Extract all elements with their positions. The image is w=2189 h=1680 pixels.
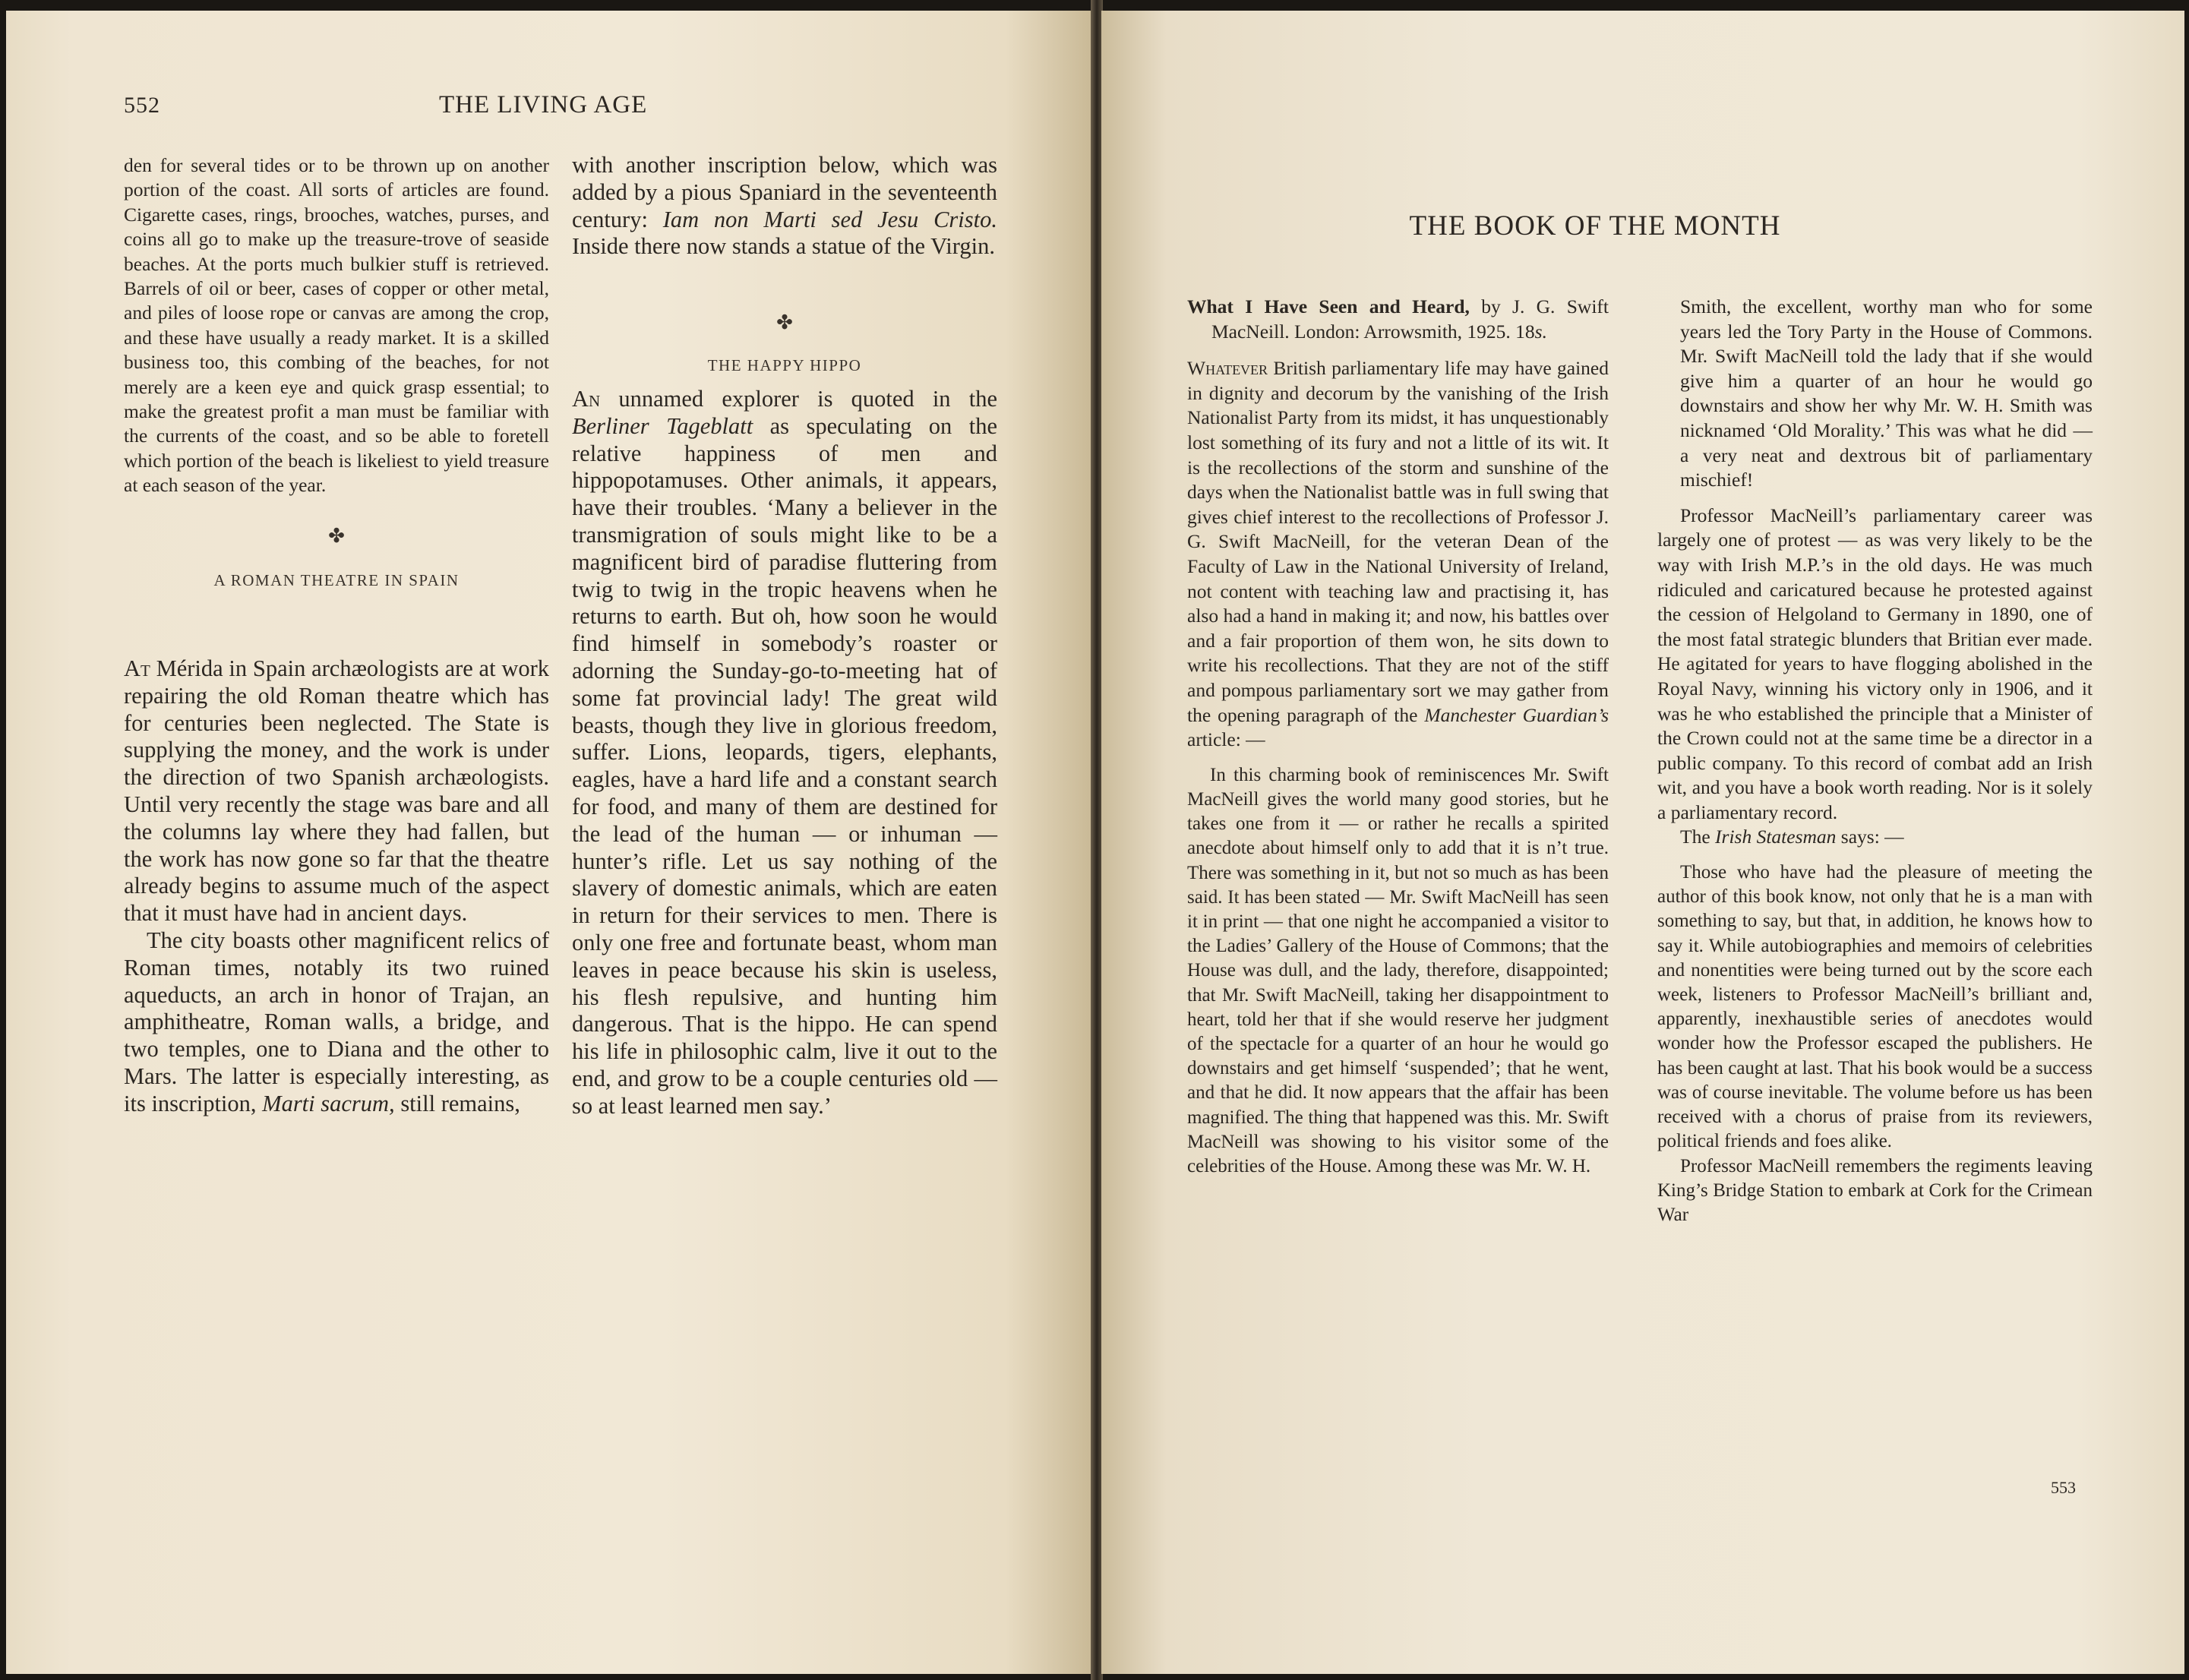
paragraph-whatever: Whatever British parliamentary life may have gained in dignity and decorum by the vanishing of the Irish Nationalist Party from its midst, it has unquestionably lost something of its fury and not a little of its wit. It is the recollections of the storm and sunshine of the days when the Nationalist battle was in full swing that gives chief interest to the recollections of Professor J. G. Swift MacNeill, for the veteran Dean of the Faculty of Law in the National University of Ireland, not content with teaching law and practising it, has also had a hand in making it; and now, his battles over and a fair proportion of them won, he sits down to write his recollections. That they are not of the stiff and pompous parliamentary sort we may gather from the opening paragraph of the Manchester Guardian’s article: — [1187, 357, 1609, 751]
quote-continued-smith: Smith, the excellent, worthy man who for some years led the Tory Party in the House of Commons. Mr. Swift MacNeill told the lady that if she would give him a quarter of an hour he would go downstairs and show her why Mr. W. H. Smith was nicknamed ‘Old Morality.’ This was what he did — a very neat and dextrous bit of parliamentary mischief! [1680, 295, 2093, 491]
heading-happy-hippo: THE HAPPY HIPPO [707, 356, 862, 374]
left-column-2 [572, 152, 997, 261]
page-number-left: 552 [124, 93, 160, 118]
quote-manchester-guardian: In this charming book of reminiscences Mr. Swift MacNeill gives the world many good stories, but he takes one from it — or rather he recalls a spirited anecdote about himself only to add that it is n’t true. There was something in it, but not so much as has been said. It has been stated — Mr. Swift MacNeill has seen it in print — that one night he accompanied a visitor to the Ladies’ Gallery of the House of Commons; that the House was dull, and the lady, therefore, disappointed; that Mr. Swift MacNeill, taking her disappointment to heart, told her that if she would reserve her judgment of the spectacle for a quarter of an hour he would go downstairs and get himself ‘suspended’; that he went, and that he did. It now appears that the affair has been magnified. The thing that happened was this. Mr. Swift MacNeill was showing to his visitor some of the celebrities of the House. Among these was Mr. W. H. [1187, 764, 1609, 1176]
book-title: What I Have Seen and Heard, [1187, 295, 1470, 317]
paragraph-beachcombing: den for several tides or to be thrown up on another portion of the coast. All sorts of articles are found. Cigarette cases, rings, brooches, watches, purses, and coins all go to make up the treasure-trove of seaside beaches. At the ports much bulkier stuff is retrieved. Barrels of oil or beer, cases of copper or other metal, and piles of loose rope or canvas are among the crop, and these have usually a ready market. It is a skilled business too, this combing of the beaches, for not merely are a keen eye and quick grasp essential; to make the greatest profit a man must be familiar with the currents of the coast, and so be able to foretell which portion of the beach is likeliest to yield treasure at each season of the year. [124, 154, 549, 497]
book-citation: What I Have Seen and Heard, by J. G. Swift MacNeill. London: Arrowsmith, 1925. 18s. [1187, 295, 1609, 343]
book-of-month-title: THE BOOK OF THE MONTH [1409, 210, 1781, 242]
left-column-2-lower [572, 386, 997, 1120]
drop-lead-an: An [572, 386, 601, 412]
paragraph-relics: The city boasts other magnificent relics of Roman times, notably its two ruined aqueducts, an arch in honor of Trajan, an amphitheatre, Roman walls, a bridge, and two temples, one to Diana and the other to Mars. The latter is especially interesting, as its inscription, Marti sacrum, still remains, [124, 927, 549, 1116]
drop-lead-at: At [124, 655, 150, 681]
paragraph-inscription: with another inscription below, which was added by a pious Spaniard in the seventeenth century: Iam non Marti sed Jesu Cristo. Inside there now stands a statue of the Virgin. [572, 152, 997, 260]
left-column-2-heading [572, 311, 997, 377]
paragraph-hippo: An unnamed explorer is quoted in the Berliner Tageblatt as speculating on the relative happiness of men and hippopotamuses. Other animals, it appears, have their troubles. ‘Many a believer in the transmigration of souls might like to be a magnificent bird of paradise fluttering from twig to twig in the tropic heavens when he returns to earth. But oh, how soon he would find himself in somebody’s roaster or adorning the Sunday-go-to-meeting hat of some fat provincial lady! The great wild beasts, though they live in glorious freedom, suffer. Lions, leopards, tigers, elephants, eagles, have a hard life and a constant search for food, and many of them are destined for the lead of the human — or inhuman — hunter’s rifle. Let us say nothing of the slavery of domestic animals, which are eaten in return for their services to men. There is only one free and fortunate beast, whom man leaves in peace because his skin is useless, his flesh repulsive, and hunting him dangerous. That is the hippo. He can spend his life in philosophic calm, live it out to the end, and grow to be a couple centuries old — so at least learned men say.’ [572, 386, 997, 1119]
left-page [6, 11, 1092, 1674]
paragraph-irish-statesman: The Irish Statesman says: — [1680, 826, 1904, 848]
quote-irish-statesman-2: Professor MacNeill remembers the regiments leaving King’s Bridge Station to embark at Cork for the Crimean War [1657, 1155, 2093, 1225]
heading-roman-theatre: A ROMAN THEATRE IN SPAIN [213, 570, 460, 589]
drop-lead-whatever: Whatever [1187, 357, 1268, 380]
paragraph-merida: At Mérida in Spain archæologists are at work repairing the old Roman theatre which has for centuries been neglected. The State is supplying the money, and the work is under the direction of two Spanish archæologists. Until very recently the stage was bare and all the columns lay where they had fallen, but the work has now gone so far that the theatre already begins to assume much of the aspect that it must have had in ancient days. [124, 655, 549, 927]
ornament-2: ✤ [776, 311, 793, 333]
running-head: THE LIVING AGE [439, 91, 648, 118]
quote-irish-statesman: Those who have had the pleasure of meeting the author of this book know, not only that he is a man with something to say, but that, in addition, he knows how to say it. While autobiographies and memoirs of celebrities and nonentities were being turned out by the score each week, listeners to Professor MacNeill’s brilliant and, apparently, inexhaustible series of anecdotes would wonder how the Professor escaped the publishers. He has been caught at last. That his book would be a success was of course inevitable. The volume before us has been received with a chorus of praise from its reviewers, political friends and foes alike. [1657, 862, 2093, 1152]
right-column-2 [1657, 295, 2093, 1227]
right-page [1101, 11, 2184, 1674]
ornament-1: ✤ [328, 524, 345, 547]
left-column-1 [124, 153, 549, 592]
right-column-1 [1187, 295, 1609, 1179]
left-column-1-lower [124, 655, 549, 1118]
paragraph-career: Professor MacNeill’s parliamentary career was largely one of protest — as was very likely to be the way with Irish M.P.’s in the old days. He was much ridiculed and caricatured because he protested against the cession of Helgoland to Germany in 1890, one of the most fatal strategic blunders that Britian ever made. He agitated for years to have flogging abolished in the Royal Navy, winning his victory only in 1906, and it was he who established the principle that a Minister of the Crown could not at the same time be a director in a public company. To this record of combat add an Irish wit, and you have a book worth reading. Nor is it solely a parliamentary record. [1657, 504, 2093, 823]
page-number-right: 553 [2051, 1478, 2076, 1497]
